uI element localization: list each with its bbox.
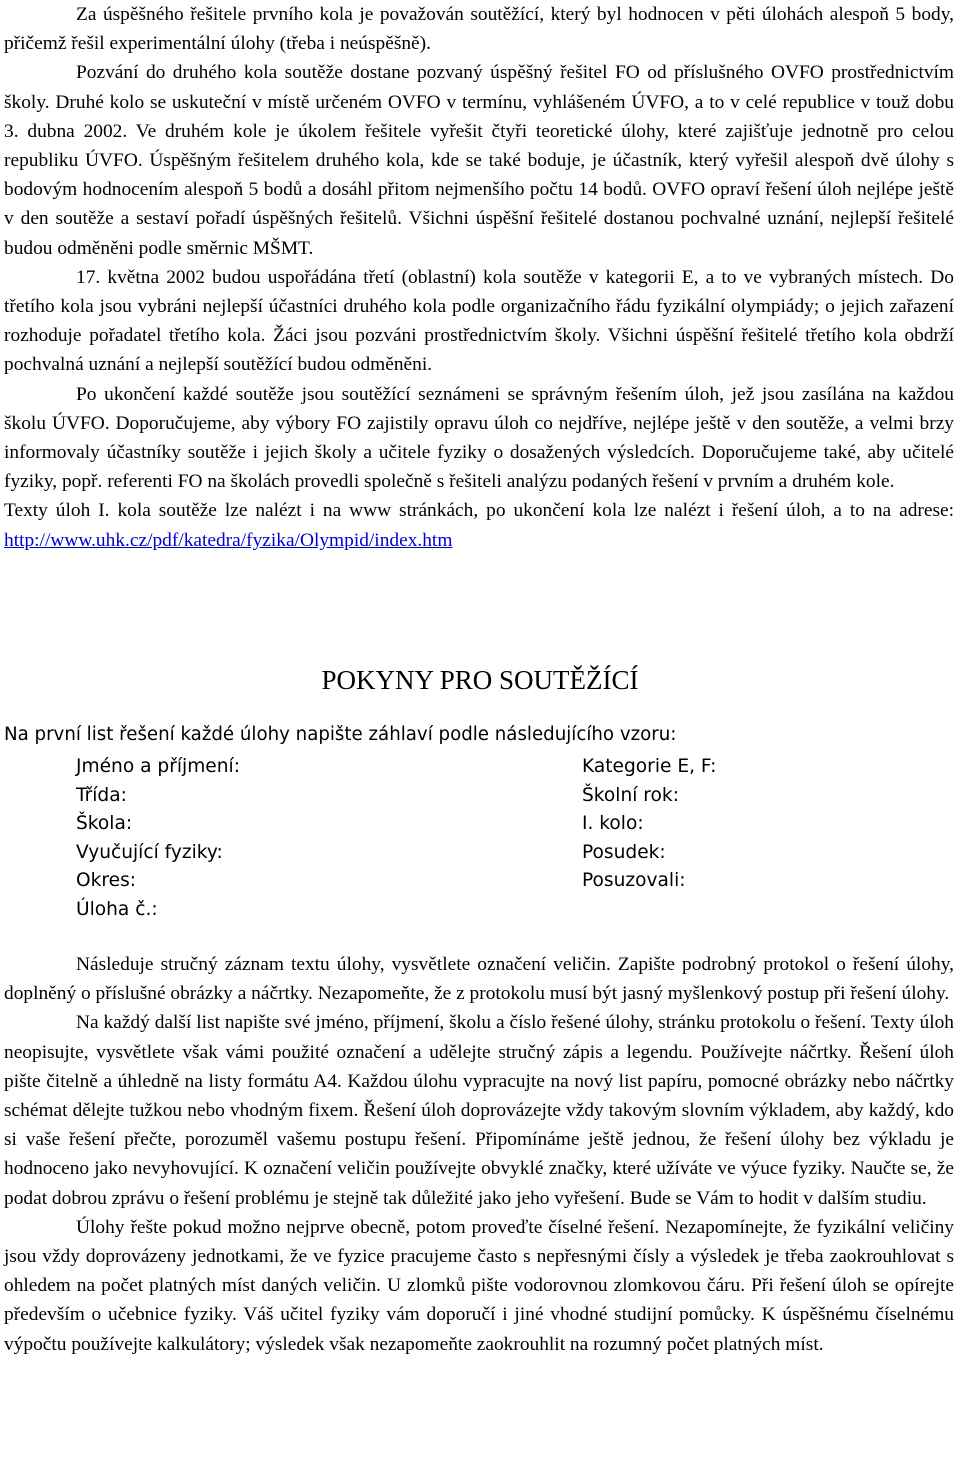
paragraph-protocol: Následuje stručný záznam textu úlohy, vysvětlete označení veličin. Zapište podrobný protokol o řešení úlohy, doplněný o příslušné obrázky a náčrtky. Nezapomeňte, že z protokolu musí být jasný myšlenkový postup při řešení úlohy.	[4, 954, 954, 1005]
instructions-section	[4, 720, 954, 1359]
header-template-row	[4, 839, 954, 868]
header-template	[4, 753, 954, 924]
rules-section	[4, 0, 954, 555]
field-problem-number: Úloha č.:	[76, 898, 158, 920]
paragraph-sheets: Na každý další list napište své jméno, příjmení, školu a číslo řešené úlohy, stránku protokolu o řešení. Texty úloh neopisujte, vysvětlete však vámi použité označení a udělejte stručný zápis a legendu. Používejte náčrtky. Řešení úloh pište čitelně a úhledně na listy formátu A4. Každou úlohu vypracujte na nový list papíru, pomocné obrázky nebo náčrtky schémat dělejte tužkou nebo vhodným fixem. Řešení úloh doprovázejte vždy takovým slovním výkladem, aby každý, kdo si vaše řešení přečte, porozuměl vašemu postupu řešení. Připomínáme ještě jednou, že řešení úlohy bez výkladu je hodnoceno jako nevyhovující. K označení veličin používejte obvyklé značky, které užíváte ve výuce fyziky. Naučte se, že podat dobrou zprávu o řešení problému je stejně tak důležité jako jeho vyřešení. Bude se Vám to hodit v dalším studiu.	[4, 1012, 954, 1209]
field-teacher: Vyučující fyziky:	[76, 841, 223, 863]
section-title: POKYNY PRO SOUTĚŽÍCÍ	[321, 665, 639, 695]
field-school: Škola:	[76, 813, 133, 834]
paragraph-after-competition: Po ukončení každé soutěže jsou soutěžící seznámeni se správným řešením úloh, jež jsou zasílána na každou školu ÚVFO. Doporučujeme, aby výbory FO zajistily opravu úloh co nejdříve, nejlépe ještě v den soutěže, a velmi brzy informovaly účastníky soutěže i jejich školy a učitele fyziky o dosažených výsledcích. Doporučujeme také, aby učitelé fyziky, popř. referenti FO na školách provedli společně s řešiteli analýzu podaných řešení v prvním a druhém kole.	[4, 383, 954, 493]
header-template-row	[4, 753, 954, 782]
field-name: Jméno a příjmení:	[76, 756, 240, 777]
field-assessors: Posuzovali:	[582, 870, 686, 891]
header-template-row	[4, 782, 954, 811]
olympiad-url-link[interactable]: http://www.uhk.cz/pdf/katedra/fyzika/Olympid/index.htm	[4, 529, 453, 551]
field-district: Okres:	[76, 870, 137, 891]
header-template-row	[4, 867, 954, 896]
field-round: I. kolo:	[582, 813, 644, 834]
paragraph-web-texts	[4, 496, 954, 554]
field-assessment: Posudek:	[582, 841, 666, 863]
field-category: Kategorie E, F:	[582, 756, 717, 777]
header-template-row	[4, 896, 954, 925]
field-school-year: Školní rok:	[582, 784, 679, 806]
paragraph-third-round: 17. května 2002 budou uspořádána třetí (oblastní) kola soutěže v kategorii E, a to ve vybraných místech. Do třetího kola jsou vybráni nejlepší účastníci druhého kola podle organizačního řádu fyzikální olympiády; o jejich zařazení rozhoduje pořadatel třetího kola. Žáci jsou pozváni prostřednictvím školy. Všichni úspěšní řešitelé třetího kola obdrží pochvalná uznání a nejlepší soutěžící budou odměněni.	[4, 266, 954, 376]
header-template-row	[4, 810, 954, 839]
paragraph-solving: Úlohy řešte pokud možno nejprve obecně, potom proveďte číselné řešení. Nezapomínejte, že fyzikální veličiny jsou vždy doprovázeny jednotkami, že ve fyzice pracujeme často s nepřesnými čísly a výsledek je třeba zaokrouhlovat s ohledem na počet platných míst daných veličin. U zlomků pište vodorovnou zlomkovou čáru. Při řešení úloh se opírejte především o učebnice fyziky. Váš učitel fyziky vám doporučí i jiné vhodné studijní pomůcky. K úspěšnému číselnému výpočtu používejte kalkulátory; výsledek však nezapomeňte zaokrouhlit na rozumný počet platných míst.	[4, 1216, 954, 1355]
header-template-intro: Na první list řešení každé úlohy napište záhlaví podle následujícího vzoru:	[4, 724, 677, 745]
paragraph-first-round: Za úspěšného řešitele prvního kola je považován soutěžící, který byl hodnocen v pěti úlohách alespoň 5 body, přičemž řešil experimentální úlohy (třeba i neúspěšně).	[4, 4, 954, 55]
field-class: Třída:	[76, 784, 127, 806]
web-texts-text: Texty úloh I. kola soutěže lze nalézt i na www stránkách, po ukončení kola lze nalézt i řešení úloh, a to na adrese:	[4, 500, 954, 522]
paragraph-second-round: Pozvání do druhého kola soutěže dostane pozvaný úspěšný řešitel FO od příslušného OVFO prostřednictvím školy. Druhé kolo se uskuteční v místě určeném OVFO v termínu, vyhlášeném ÚVFO, a to v celé republice v touž dobu 3. dubna 2002. Ve druhém kole je úkolem řešitele vyřešit čtyři teoretické úlohy, které zajišťuje jednotně pro celou republiku ÚVFO. Úspěšným řešitelem druhého kola, kde se také boduje, je účastník, který vyřešil alespoň dvě úlohy s bodovým hodnocením alespoň 5 bodů a dosáhl přitom nejmenšího počtu 14 bodů. OVFO opraví řešení úloh nejlépe ještě v den soutěže a sestaví pořadí úspěšných řešitelů. Všichni úspěšní řešitelé dostanou pochvalné uznání, nejlepší řešitelé budou odměněni podle směrnic MŠMT.	[4, 62, 954, 259]
